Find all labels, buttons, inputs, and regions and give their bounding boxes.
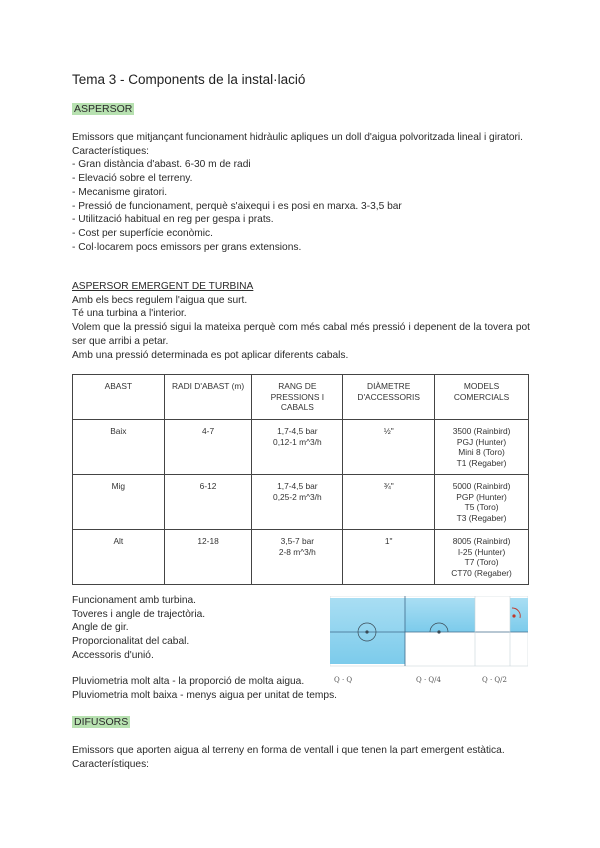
model-item: I-25 (Hunter) bbox=[457, 546, 506, 557]
coverage-quarter-area-top bbox=[405, 598, 475, 632]
pluviometria-line: Pluviometria molt alta - la proporció de molta aigua. bbox=[72, 676, 305, 687]
difusors-line: Característiques: bbox=[72, 758, 150, 770]
characteristic-item: - Col·locarem pocs emissors per grans extensions. bbox=[72, 241, 302, 253]
aspersor-characteristics-label: Característiques: bbox=[72, 145, 150, 157]
pluviometria-section bbox=[72, 675, 372, 702]
cell-diametre: ½" bbox=[343, 420, 435, 475]
header-abast: ABAST bbox=[73, 375, 165, 420]
cell-models bbox=[435, 530, 529, 585]
model-item: CT70 (Regaber) bbox=[451, 567, 512, 578]
difusors-heading bbox=[72, 716, 130, 728]
turbina-line: Amb una pressió determinada es pot aplicar diferents cabals. bbox=[72, 349, 349, 361]
rang-cabal: 0,12-1 m^3/h bbox=[273, 436, 322, 447]
difusors-section bbox=[72, 744, 530, 771]
model-item: 3500 (Rainbird) bbox=[452, 426, 511, 436]
rang-pressio: 1,7-4,5 bar bbox=[277, 481, 318, 491]
turbina-heading: ASPERSOR EMERGENT DE TURBINA bbox=[72, 281, 254, 292]
rang-cabal: 0,25-2 m^3/h bbox=[273, 491, 322, 502]
cell-radi: 12-18 bbox=[164, 530, 252, 585]
difusors-line: Emissors que aporten aigua al terreny en forma de ventall i que tenen la part emergent estàtica. bbox=[72, 745, 505, 756]
model-item: Mini 8 (Toro) bbox=[458, 447, 505, 457]
characteristic-item: - Mecanisme giratori. bbox=[72, 186, 168, 198]
characteristic-item: - Cost per superfície econòmic. bbox=[72, 227, 213, 239]
funcionament-line: Proporcionalitat del cabal. bbox=[72, 636, 190, 648]
model-item: PGP (Hunter) bbox=[456, 491, 507, 502]
model-item: T1 (Regaber) bbox=[456, 457, 507, 468]
aspersor-heading bbox=[72, 103, 134, 115]
rang-pressio: 3,5-7 bar bbox=[280, 536, 315, 546]
table-row bbox=[73, 420, 529, 475]
aspersor-intro: Emissors que mitjançant funcionament hidràulic apliques un doll d'aigua polvoritzada lineal i giratori. bbox=[72, 132, 524, 143]
cell-radi: 6-12 bbox=[164, 475, 252, 530]
cell-radi: 4-7 bbox=[164, 420, 252, 475]
cell-rang bbox=[252, 530, 343, 585]
aspersor-heading-text: ASPERSOR bbox=[74, 103, 133, 115]
model-item: T3 (Regaber) bbox=[456, 512, 507, 523]
turbina-line: Té una turbina a l'interior. bbox=[72, 308, 187, 320]
cell-models bbox=[435, 475, 529, 530]
figure-label: Q · Q/2 bbox=[482, 676, 507, 684]
model-item: T7 (Toro) bbox=[464, 557, 499, 567]
turbina-line: Amb els becs regulem l'aigua que surt. bbox=[72, 294, 248, 306]
cell-diametre: ¾" bbox=[343, 475, 435, 530]
cell-abast: Mig bbox=[73, 475, 165, 530]
funcionament-line: Toveres i angle de trajectòria. bbox=[72, 608, 206, 620]
rang-cabal: 2-8 m^3/h bbox=[278, 546, 316, 557]
header-rang: RANG DE PRESSIONS I CABALS bbox=[252, 375, 343, 420]
cell-rang bbox=[252, 475, 343, 530]
model-item: 8005 (Rainbird) bbox=[452, 536, 511, 546]
model-item: PGJ (Hunter) bbox=[456, 436, 507, 447]
characteristic-item: - Pressió de funcionament, perquè s'aixequi i es posi en marxa. 3-3,5 bar bbox=[72, 200, 402, 212]
coverage-empty-area bbox=[405, 632, 475, 664]
figure-label: Q · Q bbox=[334, 676, 353, 684]
aspersor-section bbox=[72, 131, 530, 254]
model-item: 5000 (Rainbird) bbox=[452, 481, 511, 491]
characteristic-item: - Utilització habitual en reg per gespa i prats. bbox=[72, 214, 274, 226]
cell-rang bbox=[252, 420, 343, 475]
cell-models bbox=[435, 420, 529, 475]
rang-pressio: 1,7-4,5 bar bbox=[277, 426, 318, 436]
cell-diametre: 1" bbox=[343, 530, 435, 585]
cell-abast: Baix bbox=[73, 420, 165, 475]
table-row bbox=[73, 530, 529, 585]
table-header-row bbox=[73, 375, 529, 420]
funcionament-section bbox=[72, 594, 322, 663]
funcionament-line: Accessoris d'unió. bbox=[72, 649, 154, 661]
funcionament-line: Angle de gir. bbox=[72, 622, 129, 634]
header-models: MODELS COMERCIALS bbox=[435, 375, 529, 420]
turbina-line: Volem que la pressió sigui la mateixa perquè com més cabal més pressió i depenent de la tovera pot ser que arribi a petar. bbox=[72, 322, 530, 347]
coverage-half-area bbox=[510, 598, 528, 632]
figure-label: Q · Q/4 bbox=[416, 676, 441, 684]
header-diametre: DIÀMETRE D'ACCESSORIS bbox=[343, 375, 435, 420]
turbina-section bbox=[72, 280, 530, 362]
cell-abast: Alt bbox=[73, 530, 165, 585]
page-title: Tema 3 - Components de la instal·lació bbox=[72, 72, 306, 87]
header-radi: RADI D'ABAST (m) bbox=[164, 375, 252, 420]
difusors-heading-text: DIFUSORS bbox=[74, 716, 129, 728]
model-item: T5 (Toro) bbox=[464, 502, 499, 512]
funcionament-line: Funcionament amb turbina. bbox=[72, 595, 197, 606]
specs-table bbox=[72, 374, 529, 585]
table-row bbox=[73, 475, 529, 530]
pluviometria-line: Pluviometria molt baixa - menys aigua per unitat de temps. bbox=[72, 689, 337, 701]
characteristic-item: - Elevació sobre el terreny. bbox=[72, 173, 193, 185]
characteristic-item: - Gran distància d'abast. 6-30 m de radi bbox=[72, 159, 251, 171]
